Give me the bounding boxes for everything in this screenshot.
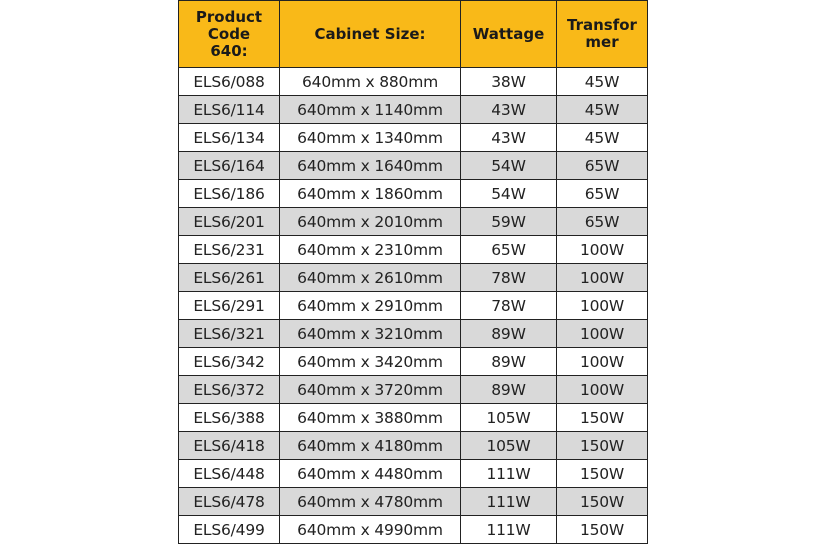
cell-transformer: 150W bbox=[557, 516, 648, 544]
cell-cabinet-size: 640mm x 3420mm bbox=[280, 348, 461, 376]
cell-wattage: 78W bbox=[461, 292, 557, 320]
cell-product-code: ELS6/321 bbox=[179, 320, 280, 348]
table-row bbox=[179, 152, 648, 180]
table-row bbox=[179, 208, 648, 236]
cell-product-code: ELS6/164 bbox=[179, 152, 280, 180]
product-spec-table-wrapper bbox=[178, 0, 647, 544]
table-row bbox=[179, 348, 648, 376]
cell-product-code: ELS6/231 bbox=[179, 236, 280, 264]
cell-wattage: 105W bbox=[461, 404, 557, 432]
table-row bbox=[179, 376, 648, 404]
cell-wattage: 111W bbox=[461, 488, 557, 516]
cell-cabinet-size: 640mm x 2010mm bbox=[280, 208, 461, 236]
table-row bbox=[179, 320, 648, 348]
table-row bbox=[179, 460, 648, 488]
table-row bbox=[179, 96, 648, 124]
cell-wattage: 65W bbox=[461, 236, 557, 264]
cell-cabinet-size: 640mm x 1860mm bbox=[280, 180, 461, 208]
table-body bbox=[179, 68, 648, 544]
table-row bbox=[179, 264, 648, 292]
cell-cabinet-size: 640mm x 4180mm bbox=[280, 432, 461, 460]
cell-cabinet-size: 640mm x 1340mm bbox=[280, 124, 461, 152]
cell-transformer: 100W bbox=[557, 292, 648, 320]
header-product-code bbox=[179, 1, 280, 68]
table-row bbox=[179, 488, 648, 516]
cell-wattage: 54W bbox=[461, 152, 557, 180]
cell-wattage: 89W bbox=[461, 320, 557, 348]
table-row bbox=[179, 180, 648, 208]
table-row bbox=[179, 432, 648, 460]
cell-product-code: ELS6/201 bbox=[179, 208, 280, 236]
cell-product-code: ELS6/114 bbox=[179, 96, 280, 124]
cell-wattage: 111W bbox=[461, 516, 557, 544]
cell-cabinet-size: 640mm x 2310mm bbox=[280, 236, 461, 264]
cell-product-code: ELS6/186 bbox=[179, 180, 280, 208]
cell-wattage: 111W bbox=[461, 460, 557, 488]
cell-product-code: ELS6/342 bbox=[179, 348, 280, 376]
cell-transformer: 45W bbox=[557, 68, 648, 96]
cell-product-code: ELS6/134 bbox=[179, 124, 280, 152]
cell-cabinet-size: 640mm x 2910mm bbox=[280, 292, 461, 320]
cell-transformer: 65W bbox=[557, 152, 648, 180]
cell-transformer: 100W bbox=[557, 264, 648, 292]
header-transformer bbox=[557, 1, 648, 68]
cell-cabinet-size: 640mm x 880mm bbox=[280, 68, 461, 96]
cell-transformer: 150W bbox=[557, 404, 648, 432]
cell-transformer: 150W bbox=[557, 460, 648, 488]
cell-cabinet-size: 640mm x 4990mm bbox=[280, 516, 461, 544]
cell-product-code: ELS6/372 bbox=[179, 376, 280, 404]
cell-wattage: 38W bbox=[461, 68, 557, 96]
table-row bbox=[179, 516, 648, 544]
cell-wattage: 89W bbox=[461, 376, 557, 404]
cell-product-code: ELS6/388 bbox=[179, 404, 280, 432]
header-product-code-line: Product bbox=[195, 7, 263, 26]
cell-cabinet-size: 640mm x 1140mm bbox=[280, 96, 461, 124]
header-product-code-line: 640: bbox=[210, 41, 248, 60]
cell-cabinet-size: 640mm x 1640mm bbox=[280, 152, 461, 180]
cell-wattage: 54W bbox=[461, 180, 557, 208]
cell-transformer: 65W bbox=[557, 180, 648, 208]
table-row bbox=[179, 404, 648, 432]
product-spec-table bbox=[178, 0, 648, 544]
cell-product-code: ELS6/418 bbox=[179, 432, 280, 460]
header-product-code-line: Code bbox=[207, 24, 251, 43]
cell-transformer: 100W bbox=[557, 236, 648, 264]
cell-wattage: 43W bbox=[461, 124, 557, 152]
header-row bbox=[179, 1, 648, 68]
cell-product-code: ELS6/499 bbox=[179, 516, 280, 544]
header-transformer-line: mer bbox=[585, 33, 619, 51]
cell-transformer: 100W bbox=[557, 348, 648, 376]
cell-cabinet-size: 640mm x 4480mm bbox=[280, 460, 461, 488]
cell-wattage: 43W bbox=[461, 96, 557, 124]
cell-transformer: 65W bbox=[557, 208, 648, 236]
cell-cabinet-size: 640mm x 2610mm bbox=[280, 264, 461, 292]
cell-wattage: 78W bbox=[461, 264, 557, 292]
table-row bbox=[179, 236, 648, 264]
cell-wattage: 59W bbox=[461, 208, 557, 236]
header-cabinet-size: Cabinet Size: bbox=[280, 1, 461, 68]
cell-product-code: ELS6/478 bbox=[179, 488, 280, 516]
cell-wattage: 105W bbox=[461, 432, 557, 460]
cell-product-code: ELS6/291 bbox=[179, 292, 280, 320]
cell-wattage: 89W bbox=[461, 348, 557, 376]
cell-transformer: 100W bbox=[557, 376, 648, 404]
table-row bbox=[179, 68, 648, 96]
cell-transformer: 100W bbox=[557, 320, 648, 348]
cell-product-code: ELS6/261 bbox=[179, 264, 280, 292]
cell-cabinet-size: 640mm x 4780mm bbox=[280, 488, 461, 516]
cell-transformer: 45W bbox=[557, 124, 648, 152]
table-header bbox=[179, 1, 648, 68]
cell-product-code: ELS6/088 bbox=[179, 68, 280, 96]
cell-product-code: ELS6/448 bbox=[179, 460, 280, 488]
cell-cabinet-size: 640mm x 3720mm bbox=[280, 376, 461, 404]
cell-cabinet-size: 640mm x 3880mm bbox=[280, 404, 461, 432]
table-row bbox=[179, 124, 648, 152]
table-row bbox=[179, 292, 648, 320]
cell-transformer: 45W bbox=[557, 96, 648, 124]
cell-transformer: 150W bbox=[557, 488, 648, 516]
cell-cabinet-size: 640mm x 3210mm bbox=[280, 320, 461, 348]
header-wattage: Wattage bbox=[461, 1, 557, 68]
header-transformer-line: Transfor bbox=[567, 16, 637, 34]
cell-transformer: 150W bbox=[557, 432, 648, 460]
